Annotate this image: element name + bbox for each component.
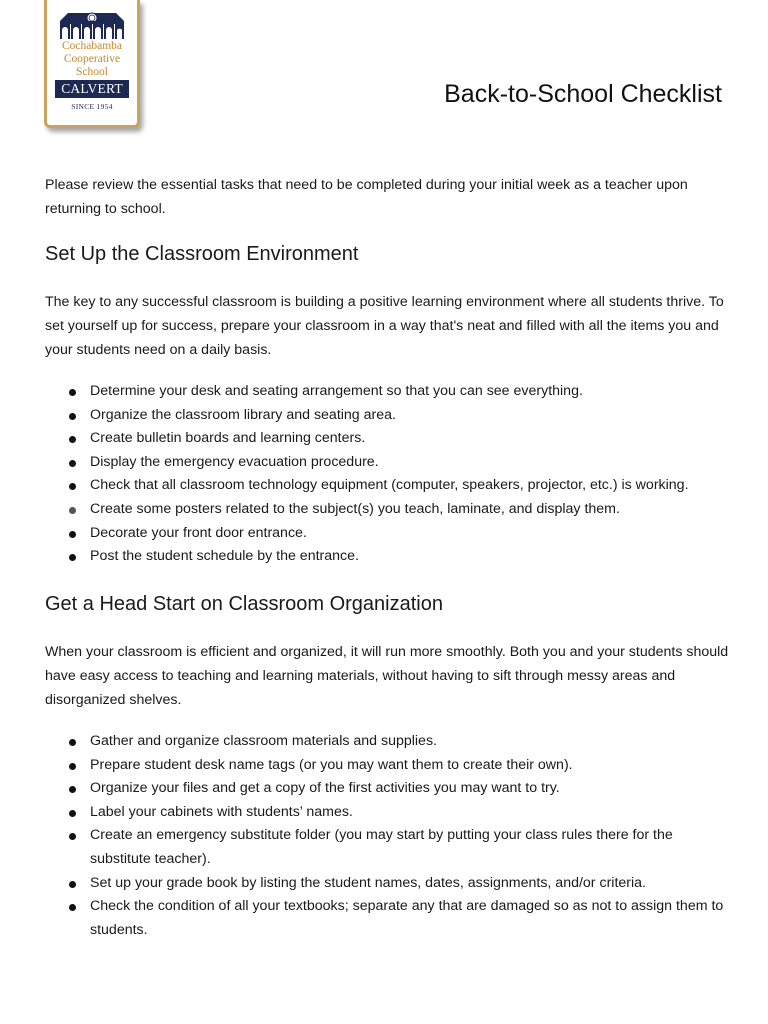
logo-since: SINCE 1954 bbox=[71, 102, 113, 111]
bullet-icon bbox=[69, 739, 76, 746]
list-item-text: Decorate your front door entrance. bbox=[90, 524, 307, 541]
list-item bbox=[45, 451, 735, 475]
bullet-icon bbox=[69, 413, 76, 420]
list-item bbox=[45, 404, 735, 428]
bullet-icon bbox=[69, 833, 76, 840]
bullet-icon bbox=[69, 786, 76, 793]
list-item-text: Organize your files and get a copy of the first activities you may want to try. bbox=[90, 780, 560, 797]
list-item-text: Display the emergency evacuation procedure. bbox=[90, 453, 379, 470]
section-heading-classroom-environment: Set Up the Classroom Environment bbox=[45, 243, 359, 265]
bullet-icon bbox=[69, 554, 76, 561]
school-logo bbox=[44, 0, 140, 128]
bullet-icon bbox=[69, 904, 76, 911]
list-item bbox=[45, 380, 735, 404]
section-paragraph-classroom-organization: When your classroom is efficient and organized, it will run more smoothly. Both you and your students should have easy access to teaching and learning materials, without having to sift through messy areas and disorganized shelves. bbox=[45, 644, 729, 708]
school-crest-icon bbox=[58, 9, 126, 41]
bullet-icon bbox=[69, 881, 76, 888]
list-item bbox=[45, 522, 735, 546]
list-item bbox=[45, 427, 735, 451]
list-item-text: Check the condition of all your textbooks; separate any that are damaged so as not to assign them to students. bbox=[90, 898, 724, 938]
checklist-classroom-organization bbox=[45, 730, 735, 942]
bullet-icon bbox=[69, 436, 76, 443]
section-heading-classroom-organization: Get a Head Start on Classroom Organization bbox=[45, 593, 443, 615]
list-item bbox=[45, 872, 735, 896]
bullet-icon bbox=[69, 531, 76, 538]
list-item-text: Post the student schedule by the entrance. bbox=[90, 548, 359, 565]
list-item-text: Create some posters related to the subject(s) you teach, laminate, and display them. bbox=[90, 500, 620, 517]
list-item bbox=[45, 474, 735, 498]
list-item bbox=[45, 824, 735, 871]
bullet-icon bbox=[69, 810, 76, 817]
checklist-classroom-environment bbox=[45, 380, 735, 569]
logo-text-line-1: Cochabamba bbox=[61, 40, 123, 52]
list-item bbox=[45, 545, 735, 569]
list-item bbox=[45, 895, 735, 942]
bullet-icon bbox=[69, 507, 76, 514]
bullet-icon bbox=[69, 483, 76, 490]
list-item-text: Gather and organize classroom materials and supplies. bbox=[90, 733, 437, 749]
list-item bbox=[45, 777, 735, 801]
list-item-text: Set up your grade book by listing the student names, dates, assignments, and/or criteria. bbox=[90, 874, 646, 891]
logo-text-line-2: Cooperative bbox=[63, 53, 121, 65]
list-item-text: Organize the classroom library and seating area. bbox=[90, 406, 396, 423]
bullet-icon bbox=[69, 763, 76, 770]
bullet-icon bbox=[69, 389, 76, 396]
bullet-icon bbox=[69, 460, 76, 467]
list-item bbox=[45, 730, 735, 754]
list-item-text: Label your cabinets with students’ names. bbox=[90, 803, 353, 820]
list-item bbox=[45, 498, 735, 522]
list-item bbox=[45, 801, 735, 825]
list-item-text: Create an emergency substitute folder (you may start by putting your class rules there for the substitute teacher). bbox=[90, 827, 673, 867]
list-item-text: Check that all classroom technology equipment (computer, speakers, projector, etc.) is working. bbox=[90, 477, 689, 494]
list-item-text: Determine your desk and seating arrangement so that you can see everything. bbox=[90, 383, 583, 399]
list-item-text: Prepare student desk name tags (or you may want them to create their own). bbox=[90, 756, 573, 773]
intro-paragraph: Please review the essential tasks that need to be completed during your initial week as a teacher upon returning to school. bbox=[45, 177, 688, 217]
logo-banner: CALVERT bbox=[55, 80, 129, 98]
list-item-text: Create bulletin boards and learning centers. bbox=[90, 430, 366, 447]
logo-text-line-3: School bbox=[76, 66, 108, 78]
document-title: Back-to-School Checklist bbox=[444, 80, 722, 108]
list-item bbox=[45, 754, 735, 778]
section-paragraph-classroom-environment: The key to any successful classroom is building a positive learning environment where all students thrive. To set yourself up for success, prepare your classroom in a way that's neat and filled with all the items you and your students need on a daily basis. bbox=[45, 294, 724, 358]
